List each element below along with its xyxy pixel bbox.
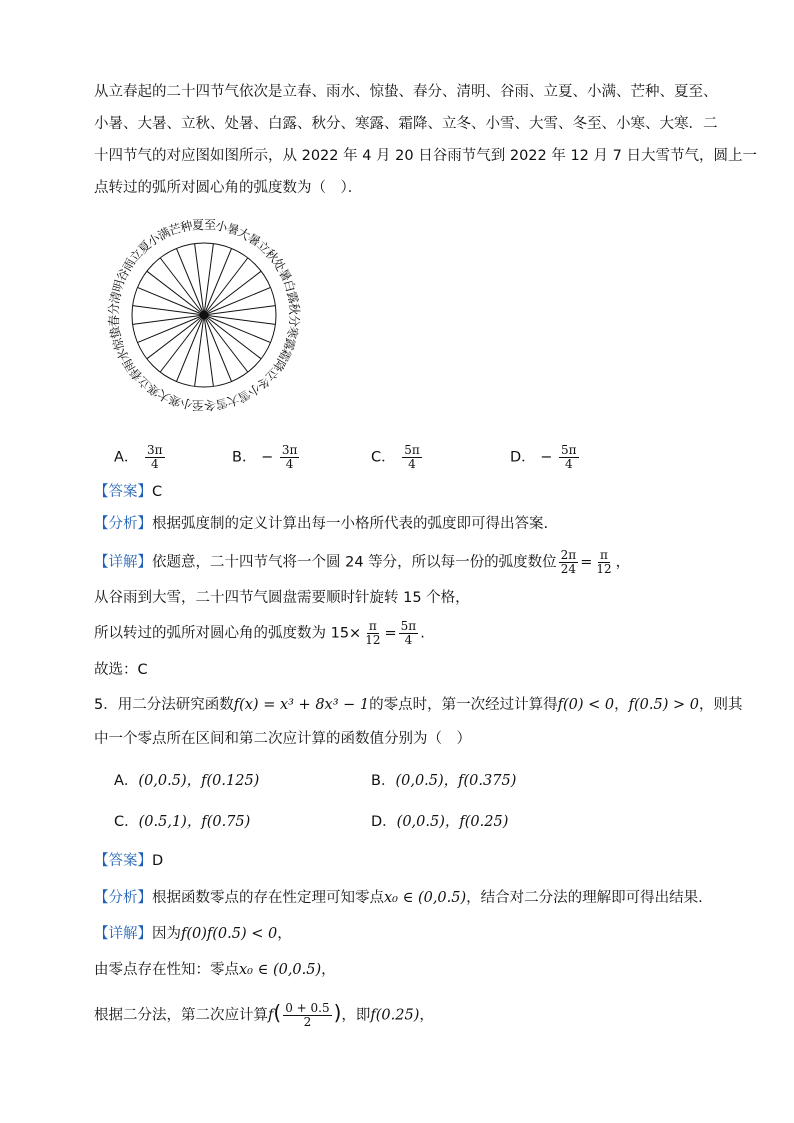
solar-terms-wheel	[88, 205, 320, 429]
solar-term-label: 惊蛰	[107, 324, 127, 352]
solar-term-label: 雨水	[113, 346, 139, 374]
solar-term-label: 谷雨	[113, 256, 139, 284]
frac-num: π	[368, 619, 377, 633]
solar-term-label: 立夏	[126, 237, 154, 265]
frac-den: 4	[408, 457, 416, 471]
detail-text: ，即	[341, 1007, 371, 1024]
detail-math: f(0)f(0.5) < 0	[181, 926, 278, 942]
detail-text: 依题意，二十四节气将一个圆 24 等分，所以每一份的弧度数位	[152, 554, 557, 571]
solar-term-label: 秋分	[287, 302, 301, 328]
solar-term-label: 白露	[281, 278, 301, 306]
frac-den: 12	[365, 633, 381, 647]
q4-stem-line4: 点转过的弧所对圆心角的弧度数为（ ）．	[94, 180, 363, 196]
q4-stem-line1: 从立春起的二十四节气依次是立春、雨水、惊蛰、春分、清明、谷雨、立夏、小满、芒种、夏至、	[94, 84, 718, 100]
solar-term-label: 冬至	[191, 398, 217, 412]
stem-text: 的零点时，第一次经过计算得	[369, 697, 558, 713]
choice-letter: B．	[232, 449, 257, 466]
answer-tag: 【答案】	[94, 484, 152, 500]
solar-term-label: 霜降	[269, 346, 295, 374]
q4-stem-line2: 小暑、大暑、立秋、处暑、白露、秋分、寒露、霜降、立冬、小雪、大雪、冬至、小寒、大寒．二	[94, 116, 718, 132]
detail-text: .	[420, 625, 425, 642]
q5-detail-line1	[94, 924, 292, 944]
analysis-text: 根据弧度制的定义计算出每一小格所代表的弧度即可得出答案.	[152, 516, 549, 532]
detail-tag: 【详解】	[94, 554, 152, 571]
choice-sign: −	[540, 449, 553, 466]
detail-text: ，	[321, 962, 336, 978]
function-expression: f(x) = x³ + 8x³ − 1	[233, 697, 370, 713]
frac-num: 2π	[560, 548, 577, 562]
choice-fraction	[402, 444, 422, 471]
q5-choice-d	[371, 812, 508, 832]
fraction	[594, 549, 613, 576]
frac-num: 5π	[404, 443, 420, 457]
choice-text: (0,0.5)，f(0.375)	[395, 773, 517, 789]
solar-term-label: 立秋	[254, 237, 282, 265]
choice-fraction	[145, 444, 165, 471]
frac-den: 4	[285, 457, 294, 471]
detail-text: ，	[419, 1007, 434, 1024]
frac-num: 5π	[561, 443, 577, 457]
solar-term-label: 芒种	[167, 218, 195, 238]
solar-term-label: 夏至	[191, 218, 217, 232]
analysis-text: ，结合对二分法的理解即可得出结果.	[466, 890, 703, 906]
condition-1: f(0) < 0	[557, 697, 615, 713]
q5-choice-a	[114, 771, 259, 791]
paren-open: (	[273, 1000, 282, 1025]
q4-detail-line2: 从谷雨到大雪，二十四节气圆盘需要顺时针旋转 15 个格，	[94, 590, 470, 606]
stem-text: ，则其	[698, 697, 743, 713]
wheel-center-dot	[200, 311, 208, 319]
q4-choice-a	[114, 444, 167, 471]
detail-text: ，	[615, 554, 631, 571]
choice-fraction	[280, 444, 300, 471]
q4-conclusion: 故选：C	[94, 662, 148, 678]
choice-letter: C．	[114, 814, 139, 830]
analysis-math: x₀ ∈ (0,0.5)	[384, 890, 467, 906]
fraction	[399, 620, 419, 647]
solar-term-label: 大暑	[235, 224, 263, 250]
solar-term-label: 立春	[126, 365, 154, 393]
solar-term-label: 小满	[145, 224, 173, 250]
choice-letter: B．	[371, 773, 396, 789]
choice-letter: D．	[371, 814, 397, 830]
q5-detail-line2	[94, 960, 336, 980]
paren-close: )	[333, 1000, 342, 1025]
frac-num: π	[600, 548, 608, 562]
solar-term-label: 处暑	[269, 256, 295, 284]
answer-tag: 【答案】	[94, 853, 152, 869]
frac-num: 3π	[281, 443, 298, 457]
frac-num: 0 + 0.5	[285, 1001, 330, 1015]
detail-math: x₀ ∈ (0,0.5)	[239, 962, 322, 978]
solar-term-label: 小雪	[235, 380, 263, 406]
solar-term-label: 立冬	[254, 365, 282, 393]
stem-text: ，	[614, 697, 629, 713]
detail-text: 由零点存在性知：零点	[94, 962, 239, 978]
detail-math: f(0.25)	[370, 1007, 420, 1024]
q4-detail-line3	[94, 620, 425, 647]
condition-2: f(0.5) > 0	[628, 697, 699, 713]
solar-term-label: 清明	[107, 278, 127, 306]
frac-den: 24	[560, 562, 577, 576]
q5-stem-line2: 中一个零点所在区间和第二次应计算的函数值分别为（ ）	[94, 731, 471, 747]
detail-text: 所以转过的弧所对圆心角的弧度数为 15×	[94, 625, 362, 642]
q5-detail-line3	[94, 1002, 434, 1029]
analysis-tag: 【分析】	[94, 516, 152, 532]
detail-text: 根据二分法，第二次应计算	[94, 1007, 268, 1024]
frac-den: 4	[564, 457, 573, 471]
frac-den: 4	[150, 457, 159, 471]
fraction	[559, 549, 579, 576]
q4-analysis	[94, 514, 548, 534]
q5-answer	[94, 851, 163, 871]
frac-den: 4	[404, 633, 413, 647]
fraction	[283, 1002, 331, 1029]
detail-tag: 【详解】	[94, 926, 152, 942]
analysis-text: 根据函数零点的存在性定理可知零点	[152, 890, 384, 906]
solar-term-label: 小暑	[213, 218, 241, 238]
detail-text: ，	[277, 926, 292, 942]
fraction	[363, 620, 382, 647]
frac-den: 12	[596, 562, 612, 576]
frac-den: 2	[303, 1015, 312, 1029]
equals-sign: =	[384, 625, 397, 642]
choice-fraction	[559, 444, 579, 471]
choice-text: (0.5,1)，f(0.75)	[138, 814, 251, 830]
choice-text: (0,0.5)，f(0.125)	[138, 773, 260, 789]
frac-num: 5π	[400, 619, 417, 633]
q4-answer	[94, 482, 162, 502]
stem-text: 5．用二分法研究函数	[94, 697, 234, 713]
choice-letter: A．	[114, 773, 139, 789]
q4-choice-b	[232, 444, 301, 471]
solar-term-label: 寒露	[281, 324, 301, 352]
detail-text: 因为	[152, 926, 181, 942]
answer-value: C	[152, 484, 163, 500]
choice-letter: D．	[510, 449, 536, 466]
solar-term-label: 大寒	[145, 380, 173, 406]
q4-detail-line1	[94, 549, 630, 576]
solar-term-label: 春分	[107, 302, 121, 328]
solar-term-label: 大雪	[213, 392, 241, 412]
choice-text: (0,0.5)，f(0.25)	[396, 814, 509, 830]
q5-choice-b	[371, 771, 516, 791]
frac-num: 3π	[147, 443, 163, 457]
q5-stem-line1	[94, 695, 742, 715]
choice-letter: A．	[114, 449, 139, 466]
solar-term-label: 小寒	[167, 392, 195, 412]
choice-sign: −	[261, 449, 274, 466]
equals-sign: =	[580, 554, 593, 571]
q5-choice-c	[114, 812, 250, 832]
detail-f: f	[268, 1007, 274, 1024]
q4-choice-d	[510, 444, 581, 471]
choice-letter: C．	[371, 449, 396, 466]
q4-stem-line3: 十四节气的对应图如图所示，从 2022 年 4 月 20 日谷雨节气到 2022 年 12 月 7 日大雪节气，圆上一	[94, 148, 757, 164]
q4-choice-c	[371, 444, 424, 471]
analysis-tag: 【分析】	[94, 890, 152, 906]
answer-value: D	[152, 853, 164, 869]
q5-analysis	[94, 888, 703, 908]
